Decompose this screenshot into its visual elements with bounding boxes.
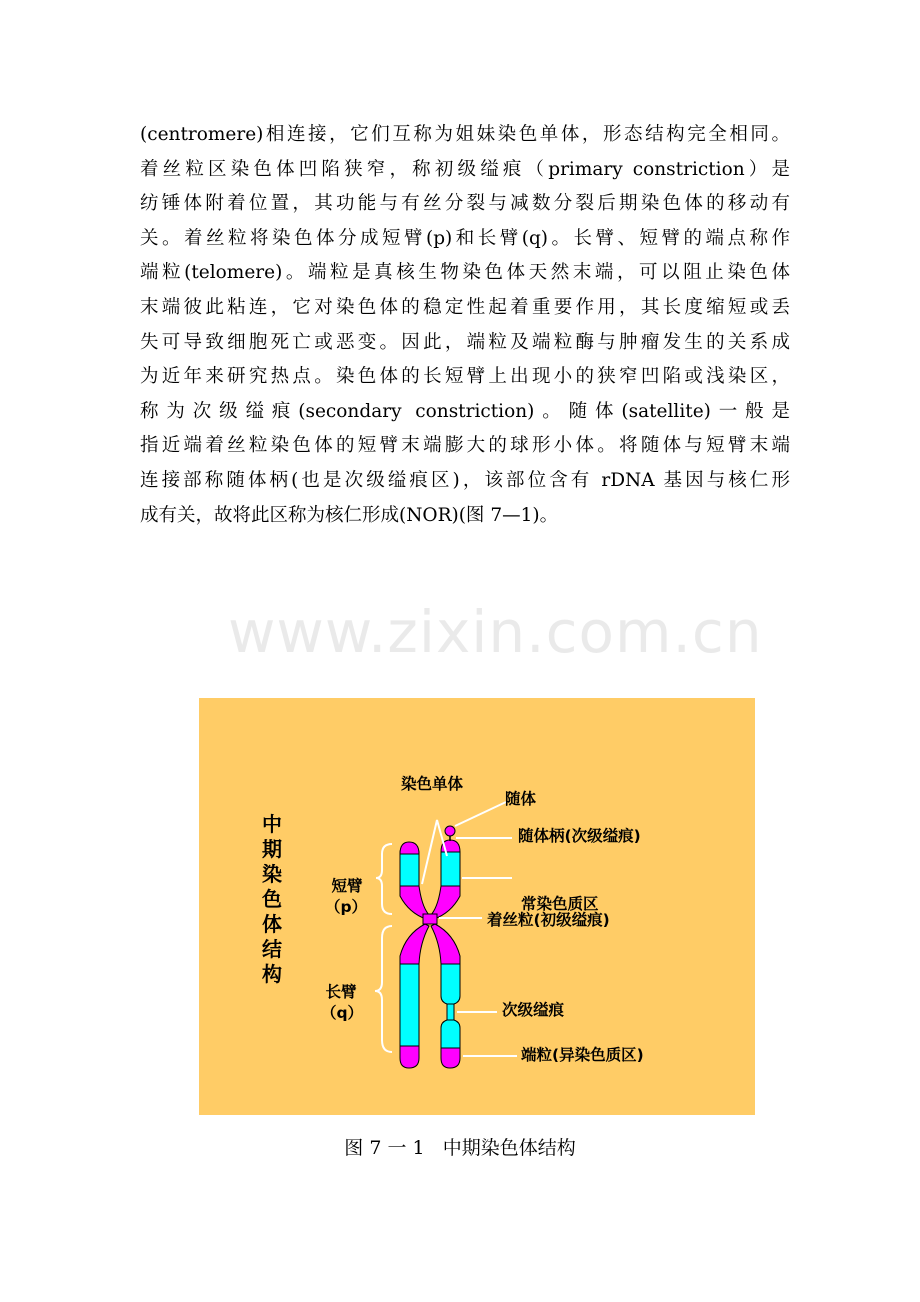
vertical-title	[262, 812, 282, 986]
paragraph-line: 着丝粒区染色体凹陷狭窄，称初级缢痕（primary constriction）是	[140, 158, 790, 180]
paragraph-line: 纺锤体附着位置，其功能与有丝分裂与减数分裂后期染色体的移动有	[140, 193, 790, 215]
chromosome-figure	[199, 698, 755, 1115]
vertical-title-char: 构	[262, 962, 282, 986]
vertical-title-char: 结	[262, 937, 282, 961]
watermark: www.zixin.com.cn	[228, 598, 763, 666]
right-long-arm-lower-euchromatin	[441, 1020, 460, 1048]
paragraph-line: 失可导致细胞死亡或恶变。因此，端粒及端粒酶与肿瘤发生的关系成	[140, 331, 790, 353]
centromere	[423, 914, 437, 924]
left-long-arm-euchromatin	[400, 964, 419, 1046]
telomere-label: 端粒(异染色质区)	[521, 1046, 644, 1064]
paragraph-line: 为近年来研究热点。染色体的长短臂上出现小的狭窄凹陷或浅染区，	[140, 366, 790, 388]
short-arm-symbol: （p）	[324, 898, 368, 916]
paragraph-line: (centromere)相连接，它们互称为姐妹染色单体，形态结构完全相同。	[140, 124, 790, 145]
left-short-arm-telomere	[400, 842, 419, 854]
vertical-title-char: 染	[262, 862, 282, 886]
paragraph-line: 指近端着丝粒染色体的短臂末端膨大的球形小体。将随体与短臂末端	[140, 435, 790, 457]
paragraph-line: 端粒(telomere)。端粒是真核生物染色体天然末端，可以阻止染色体	[140, 262, 790, 284]
satellite-stalk-label: 随体柄(次级缢痕)	[518, 827, 641, 845]
paragraph-line: 成有关，故将此区称为核仁形成(NOR)(图 7—1)。	[140, 504, 559, 526]
secondary-constriction-label: 次级缢痕	[502, 1001, 565, 1019]
figure-caption: 图 7 一 1 中期染色体结构	[344, 1137, 576, 1159]
euchromatin-label: 常染色质区	[521, 895, 599, 913]
vertical-title-char: 期	[262, 837, 282, 861]
right-lower-heterochromatin	[431, 924, 460, 964]
paragraph-line: 称为次级缢痕(secondary constriction)。随体(satellite)一般是	[140, 400, 790, 422]
long-arm-symbol: （q）	[320, 1004, 364, 1022]
right-long-arm-telomere	[441, 1048, 460, 1068]
long-arm-label: 长臂	[325, 983, 357, 1001]
right-short-arm-euchromatin	[441, 852, 460, 886]
short-arm-label: 短臂	[331, 877, 363, 895]
vertical-title-char: 中	[262, 812, 282, 836]
short-arm-brace	[376, 844, 392, 914]
right-long-arm-upper-euchromatin	[441, 964, 460, 1004]
body-paragraph	[140, 118, 790, 533]
centromere-label: 着丝粒(初级缢痕)	[487, 911, 610, 929]
left-lower-heterochromatin	[400, 924, 429, 964]
paragraph-line: 连接部称随体柄(也是次级缢痕区)，该部位含有 rDNA 基因与核仁形	[140, 469, 790, 491]
satellite	[445, 826, 455, 836]
chromosome-diagram	[199, 698, 755, 1115]
satellite-label: 随体	[505, 790, 537, 808]
paragraph-line: 关。着丝粒将染色体分成短臂(p)和长臂(q)。长臂、短臂的端点称作	[140, 227, 790, 249]
long-arm-brace	[375, 926, 392, 1052]
secondary-constriction	[447, 1004, 454, 1020]
left-long-arm-telomere	[400, 1046, 419, 1068]
chromosome	[400, 826, 460, 1068]
vertical-title-char: 色	[262, 887, 282, 911]
chromatid-label: 染色单体	[401, 775, 464, 793]
vertical-title-char: 体	[262, 912, 282, 936]
satellite-pointer	[455, 802, 506, 826]
paragraph-line: 末端彼此粘连，它对染色体的稳定性起着重要作用，其长度缩短或丢	[140, 296, 790, 318]
